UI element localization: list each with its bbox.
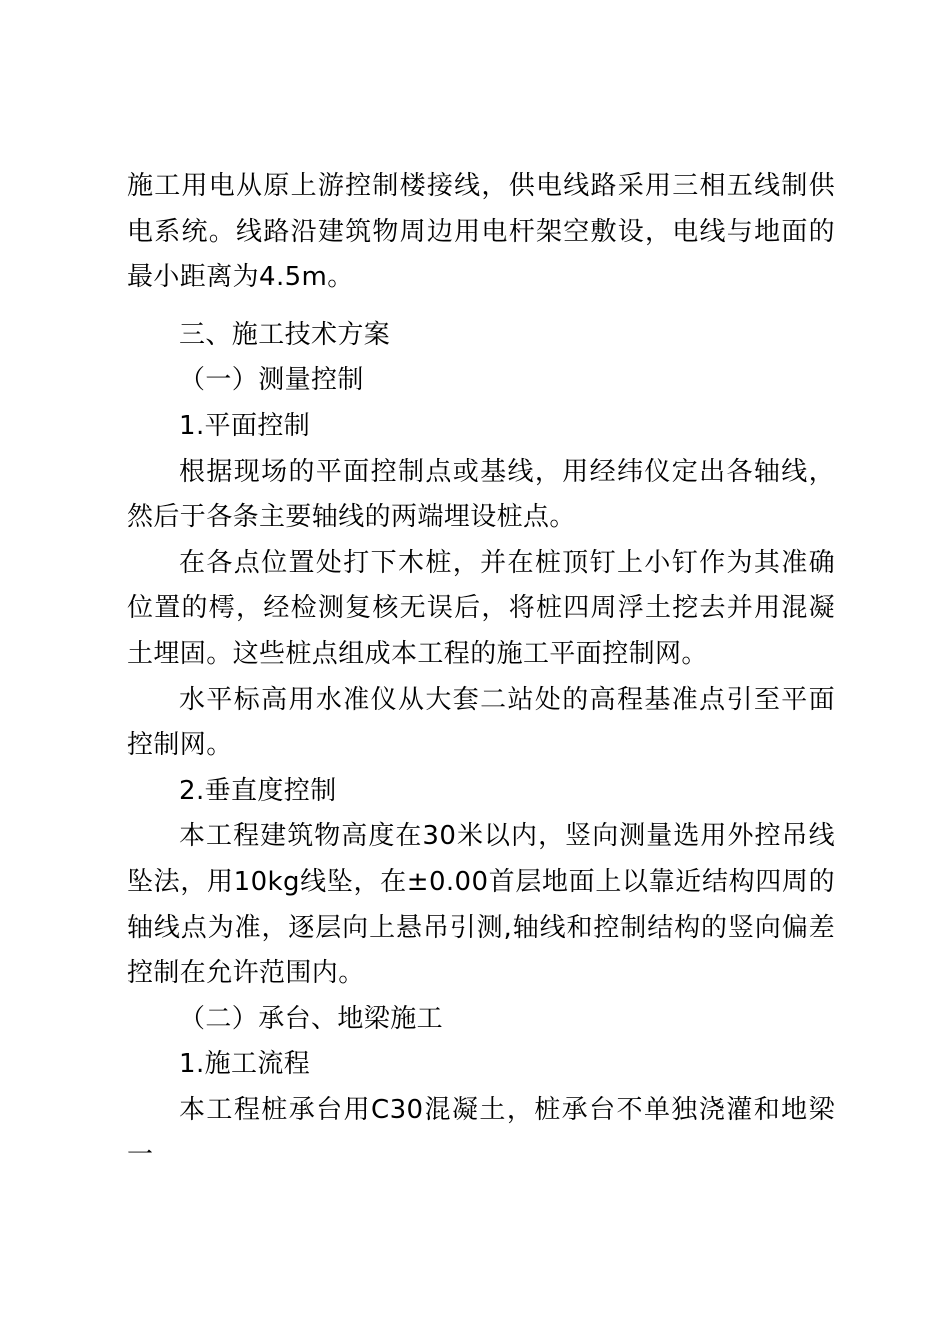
paragraph-axis-layout: 根据现场的平面控制点或基线，用经纬仪定出各轴线，然后于各条主要轴线的两端埋设桩点。	[127, 456, 835, 533]
paragraph-power-supply: 施工用电从原上游控制楼接线，供电线路采用三相五线制供电系统。线路沿建筑物周边用电杆架空敷设，电线与地面的最小距离为4.5m。	[127, 171, 835, 293]
item-heading-plane-control: 1.平面控制	[179, 410, 311, 441]
paragraph-pile-cap-concrete: 本工程桩承台用C30混凝土，桩承台不单独浇灌和地梁一	[127, 1094, 835, 1171]
document-page	[127, 164, 835, 1179]
paragraph-control-stakes: 在各点位置处打下木桩，并在桩顶钉上小钉作为其准确位置的樗，经检测复核无误后，将桩四周浮土挖去并用混凝土埋固。这些桩点组成本工程的施工平面控制网。	[127, 547, 835, 669]
paragraph-vertical-survey: 本工程建筑物高度在30米以内，竖向测量选用外控吊线坠法，用10kg线坠，在±0.00首层地面上以靠近结构四周的轴线点为准，逐层向上悬吊引测,轴线和控制结构的竖向偏差控制在允许范围内。	[127, 821, 835, 989]
item-heading-verticality-control: 2.垂直度控制	[179, 775, 337, 806]
subsection-heading-survey-control: （一）测量控制	[179, 365, 364, 396]
paragraph-elevation: 水平标高用水准仪从大套二站处的高程基准点引至平面控制网。	[127, 684, 835, 761]
item-heading-construction-process: 1.施工流程	[179, 1049, 311, 1080]
subsection-heading-pile-cap: （二）承台、地梁施工	[179, 1003, 444, 1034]
section-heading-construction-plan: 三、施工技术方案	[179, 319, 391, 350]
